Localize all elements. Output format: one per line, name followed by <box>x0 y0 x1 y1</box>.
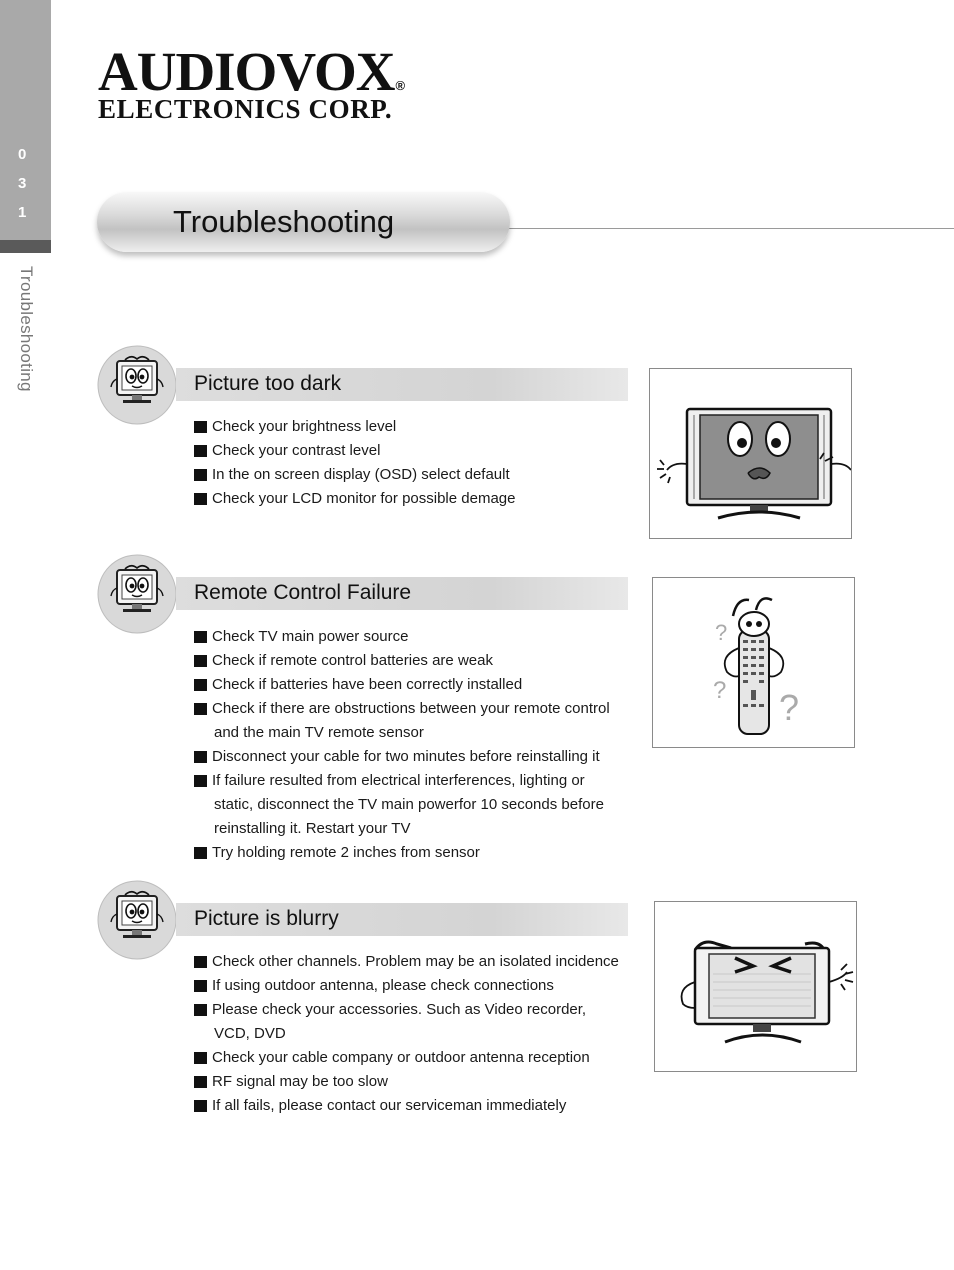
tv-mascot-icon <box>95 345 179 425</box>
checklist-item-continuation: VCD, DVD <box>214 1025 286 1042</box>
checklist <box>194 415 515 511</box>
page-digit: 1 <box>18 204 27 221</box>
question-mark: ? <box>715 620 728 645</box>
squinting-tv-icon <box>655 902 856 1071</box>
registered-mark: ® <box>395 78 405 93</box>
section-heading-bar <box>176 903 628 936</box>
checklist-item: If using outdoor antenna, please check connections <box>194 974 619 998</box>
checklist-item-continuation: static, disconnect the TV main powerfor 10 seconds before <box>214 796 604 813</box>
logo-subtitle: ELECTRONICS CORP. <box>98 94 393 124</box>
checklist-item: Please check your accessories. Such as Video recorder, <box>194 998 619 1022</box>
side-section-label: Troubleshooting <box>17 266 36 392</box>
dark-tv-illustration <box>649 368 852 539</box>
brand-logo <box>98 41 405 124</box>
checklist-item: RF signal may be too slow <box>194 1070 619 1094</box>
tv-mascot-icon <box>95 880 179 960</box>
checklist-item: Check your brightness level <box>194 415 515 439</box>
title-rule <box>500 228 954 229</box>
remote-illustration <box>652 577 855 748</box>
checklist-item: Disconnect your cable for two minutes before reinstalling it <box>194 745 610 769</box>
page-number <box>0 140 51 227</box>
blurry-tv-illustration <box>654 901 857 1072</box>
checklist-item: Check your cable company or outdoor antenna reception <box>194 1046 619 1070</box>
checklist-item: Check TV main power source <box>194 625 610 649</box>
page-digit: 3 <box>18 175 27 192</box>
section-heading: Picture too dark <box>194 372 342 395</box>
checklist-item: Try holding remote 2 inches from sensor <box>194 841 610 865</box>
section-heading-bar <box>176 368 628 401</box>
checklist-item: Check your contrast level <box>194 439 515 463</box>
section-heading: Remote Control Failure <box>194 581 412 604</box>
checklist-item: Check if there are obstructions between your remote control <box>194 697 610 721</box>
worried-tv-icon <box>650 369 851 538</box>
checklist-item-continuation: reinstalling it. Restart your TV <box>214 820 411 837</box>
page-digit: 0 <box>18 146 27 163</box>
checklist-item: Check if batteries have been correctly installed <box>194 673 610 697</box>
logo-wordmark: AUDIOVOX® <box>98 41 405 102</box>
checklist <box>194 950 619 1118</box>
checklist-item: If all fails, please contact our serviceman immediately <box>194 1094 619 1118</box>
page-title: Troubleshooting <box>173 204 395 239</box>
checklist <box>194 625 610 865</box>
checklist-item: Check your LCD monitor for possible demage <box>194 487 515 511</box>
question-mark: ? <box>779 687 800 728</box>
section-heading-bar <box>176 577 628 610</box>
tv-mascot-icon <box>95 554 179 634</box>
checklist-item-continuation: and the main TV remote sensor <box>214 724 424 741</box>
section-heading: Picture is blurry <box>194 907 339 930</box>
checklist-item: Check if remote control batteries are weak <box>194 649 610 673</box>
checklist-item: If failure resulted from electrical interferences, lighting or <box>194 769 610 793</box>
question-mark: ? <box>713 677 727 704</box>
confused-remote-icon <box>653 578 854 747</box>
checklist-item: In the on screen display (OSD) select default <box>194 463 515 487</box>
checklist-item: Check other channels. Problem may be an isolated incidence <box>194 950 619 974</box>
side-tab-accent <box>0 240 51 253</box>
